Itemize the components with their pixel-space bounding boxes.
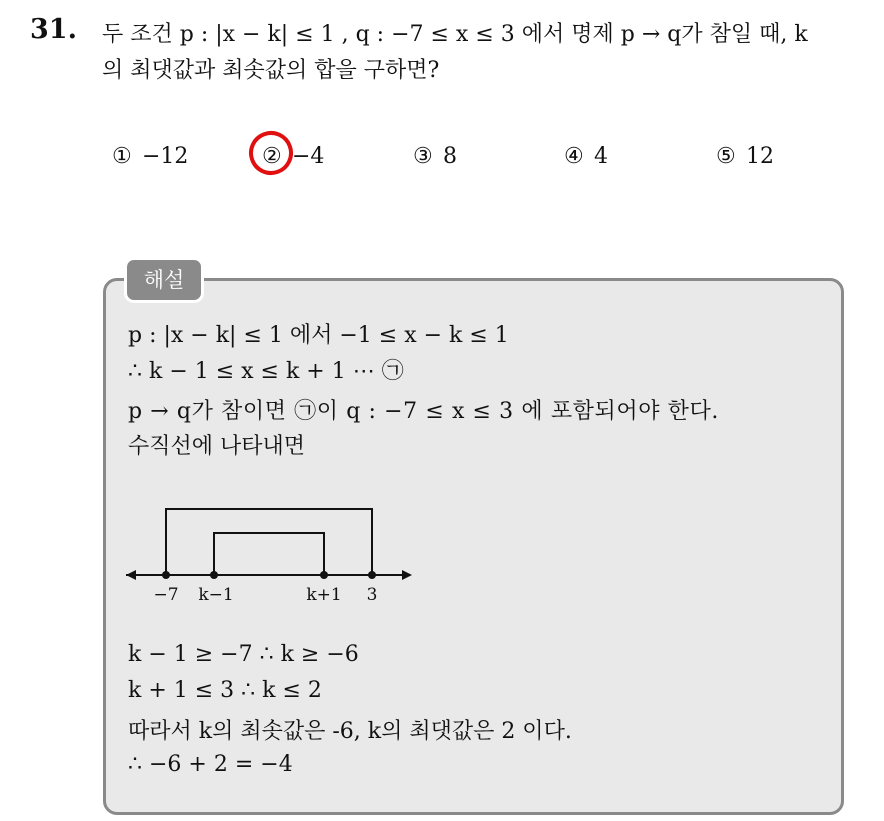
solution-line-6: k + 1 ≤ 3 ∴ k ≤ 2 — [128, 678, 322, 703]
question-number: 31. — [30, 14, 77, 45]
question-text-line-2: 의 최댓값과 최솟값의 합을 구하면? — [102, 58, 440, 83]
choice-2-number: ② — [262, 144, 282, 169]
label-k-plus-1: k+1 — [306, 585, 342, 605]
solution-line-4: 수직선에 나타내면 — [128, 434, 306, 459]
point-k-plus-1 — [320, 571, 328, 579]
answer-circle-mark — [243, 125, 299, 181]
label-k-minus-1: k−1 — [198, 585, 234, 605]
choice-5-number: ⑤ — [716, 144, 736, 169]
interval-p-bracket — [214, 533, 324, 575]
point-minus-7 — [162, 571, 170, 579]
choice-4-number: ④ — [564, 144, 584, 169]
number-line-right-arrow — [402, 570, 412, 580]
point-k-minus-1 — [210, 571, 218, 579]
choice-3-number: ③ — [413, 144, 433, 169]
solution-line-1: p : |x − k| ≤ 1 에서 −1 ≤ x − k ≤ 1 — [128, 323, 509, 348]
choice-4-value: 4 — [594, 144, 608, 169]
choice-4[interactable] — [564, 144, 608, 169]
number-line-left-arrow — [126, 570, 136, 580]
choice-5-value: 12 — [746, 144, 774, 169]
label-3: 3 — [366, 585, 378, 605]
choice-3[interactable] — [413, 144, 457, 169]
solution-line-3: p → q가 참이면 ㉠이 q : −7 ≤ x ≤ 3 에 포함되어야 한다. — [128, 399, 719, 424]
choice-1[interactable] — [112, 144, 188, 169]
solution-tag: 해설 — [124, 257, 204, 303]
solution-line-8: ∴ −6 + 2 = −4 — [128, 752, 293, 777]
point-3 — [368, 571, 376, 579]
solution-line-5: k − 1 ≥ −7 ∴ k ≥ −6 — [128, 642, 359, 667]
label-minus-7: −7 — [153, 585, 179, 605]
interval-q-bracket — [166, 509, 372, 575]
question-text-line-1: 두 조건 p : |x − k| ≤ 1 , q : −7 ≤ x ≤ 3 에서 명제 p → q가 참일 때, k — [102, 22, 808, 47]
choice-1-value: −12 — [142, 144, 189, 169]
choice-5[interactable] — [716, 144, 774, 169]
choice-3-value: 8 — [443, 144, 457, 169]
solution-line-7: 따라서 k의 최솟값은 -6, k의 최댓값은 2 이다. — [128, 719, 572, 744]
solution-line-2: ∴ k − 1 ≤ x ≤ k + 1 ⋯ ㉠ — [128, 359, 404, 384]
choice-1-number: ① — [112, 144, 132, 169]
number-line-diagram — [118, 500, 428, 610]
choice-2-value: −4 — [292, 144, 325, 169]
